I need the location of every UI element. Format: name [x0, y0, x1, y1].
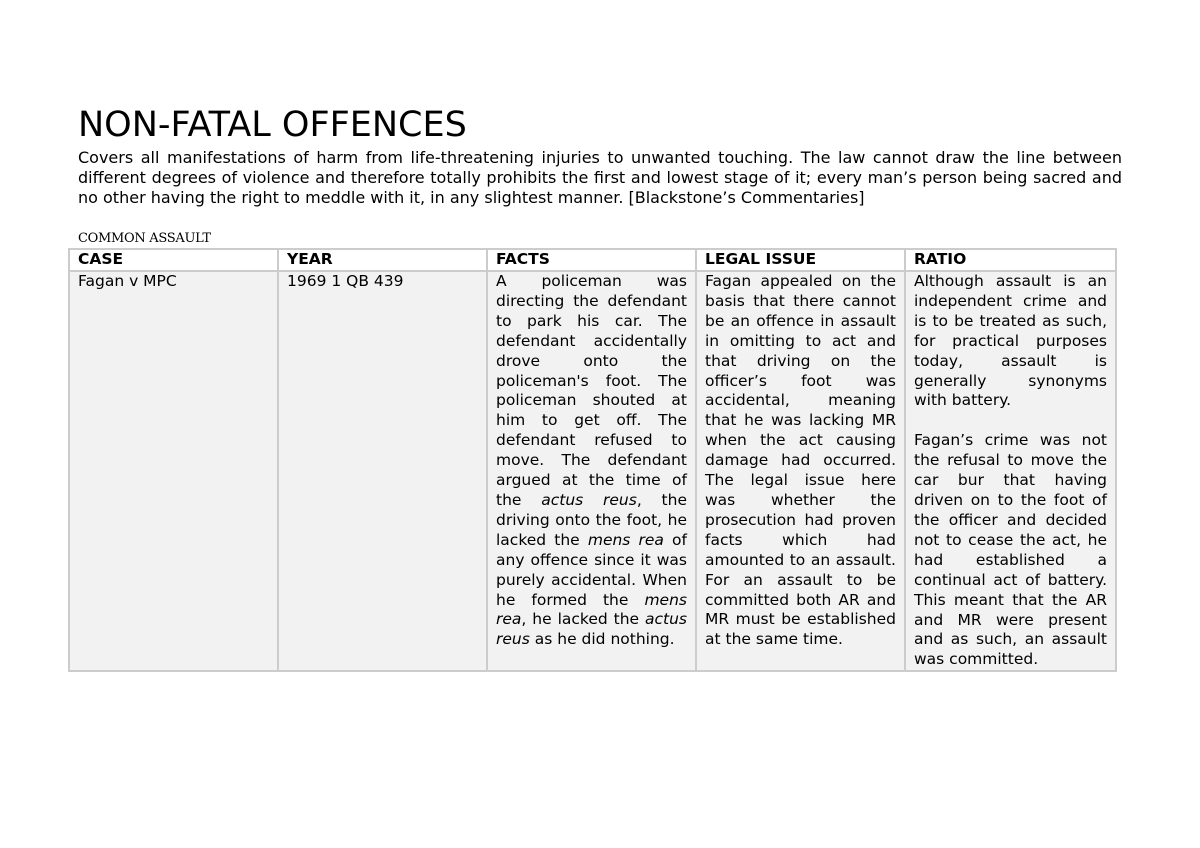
facts-italic-4: actus reus [496, 610, 687, 649]
header-year: YEAR [278, 249, 487, 271]
cell-facts [487, 271, 696, 671]
section-label: COMMON ASSAULT [78, 231, 211, 246]
facts-text-1: A policeman was directing the defendant to park his car. The defendant accidentally drove onto the policeman's foot. The policeman shouted at him to get off. The defendant refused to move. The defendant argued at the time of the [496, 272, 687, 509]
cases-table [68, 248, 1117, 672]
facts-italic-1: actus reus [541, 490, 637, 509]
cell-legal-issue: Fagan appealed on the basis that there cannot be an offence in assault in omitting to act and that driving on the officer’s foot was accidental, meaning that he was lacking MR when the act causing damage had occurred. The legal issue here was whether the prosecution had proven facts which had amounted to an assault. For an assault to be committed both AR and MR must be established at the same time. [696, 271, 905, 671]
table-row [69, 271, 1116, 671]
table-header-row [69, 249, 1116, 271]
facts-text-3: of any offence since it was purely accidental. When he formed the [496, 530, 687, 609]
cell-ratio [905, 271, 1116, 671]
header-case: CASE [69, 249, 278, 271]
cell-year: 1969 1 QB 439 [278, 271, 487, 671]
header-ratio: RATIO [905, 249, 1116, 271]
facts-text-5: as he did nothing. [529, 630, 675, 649]
facts-italic-2: mens rea [587, 530, 664, 549]
ratio-paragraph-2: Fagan’s crime was not the refusal to move the car bur that having driven on to the foot of the officer and decided not to cease the act, he had established a continual act of battery. This meant that the AR and MR were present and as such, an assault was committed. [914, 431, 1107, 669]
facts-text-2: , the driving onto the foot, he lacked the [496, 490, 687, 549]
facts-text-4: , he lacked the [521, 610, 645, 629]
header-legal-issue: LEGAL ISSUE [696, 249, 905, 271]
facts-italic-3: mens rea [496, 590, 687, 629]
page-title: NON-FATAL OFFENCES [78, 105, 467, 145]
header-facts: FACTS [487, 249, 696, 271]
intro-paragraph: Covers all manifestations of harm from life-threatening injuries to unwanted touching. The law cannot draw the line between different degrees of violence and therefore totally prohibits the first and lowest stage of it; every man’s person being sacred and no other having the right to meddle with it, in any slightest manner. [Blackstone’s Commentaries] [78, 148, 1122, 207]
cell-case: Fagan v MPC [69, 271, 278, 671]
ratio-paragraph-1: Although assault is an independent crime and is to be treated as such, for practical purposes today, assault is generally synonyms with battery. [914, 272, 1107, 410]
